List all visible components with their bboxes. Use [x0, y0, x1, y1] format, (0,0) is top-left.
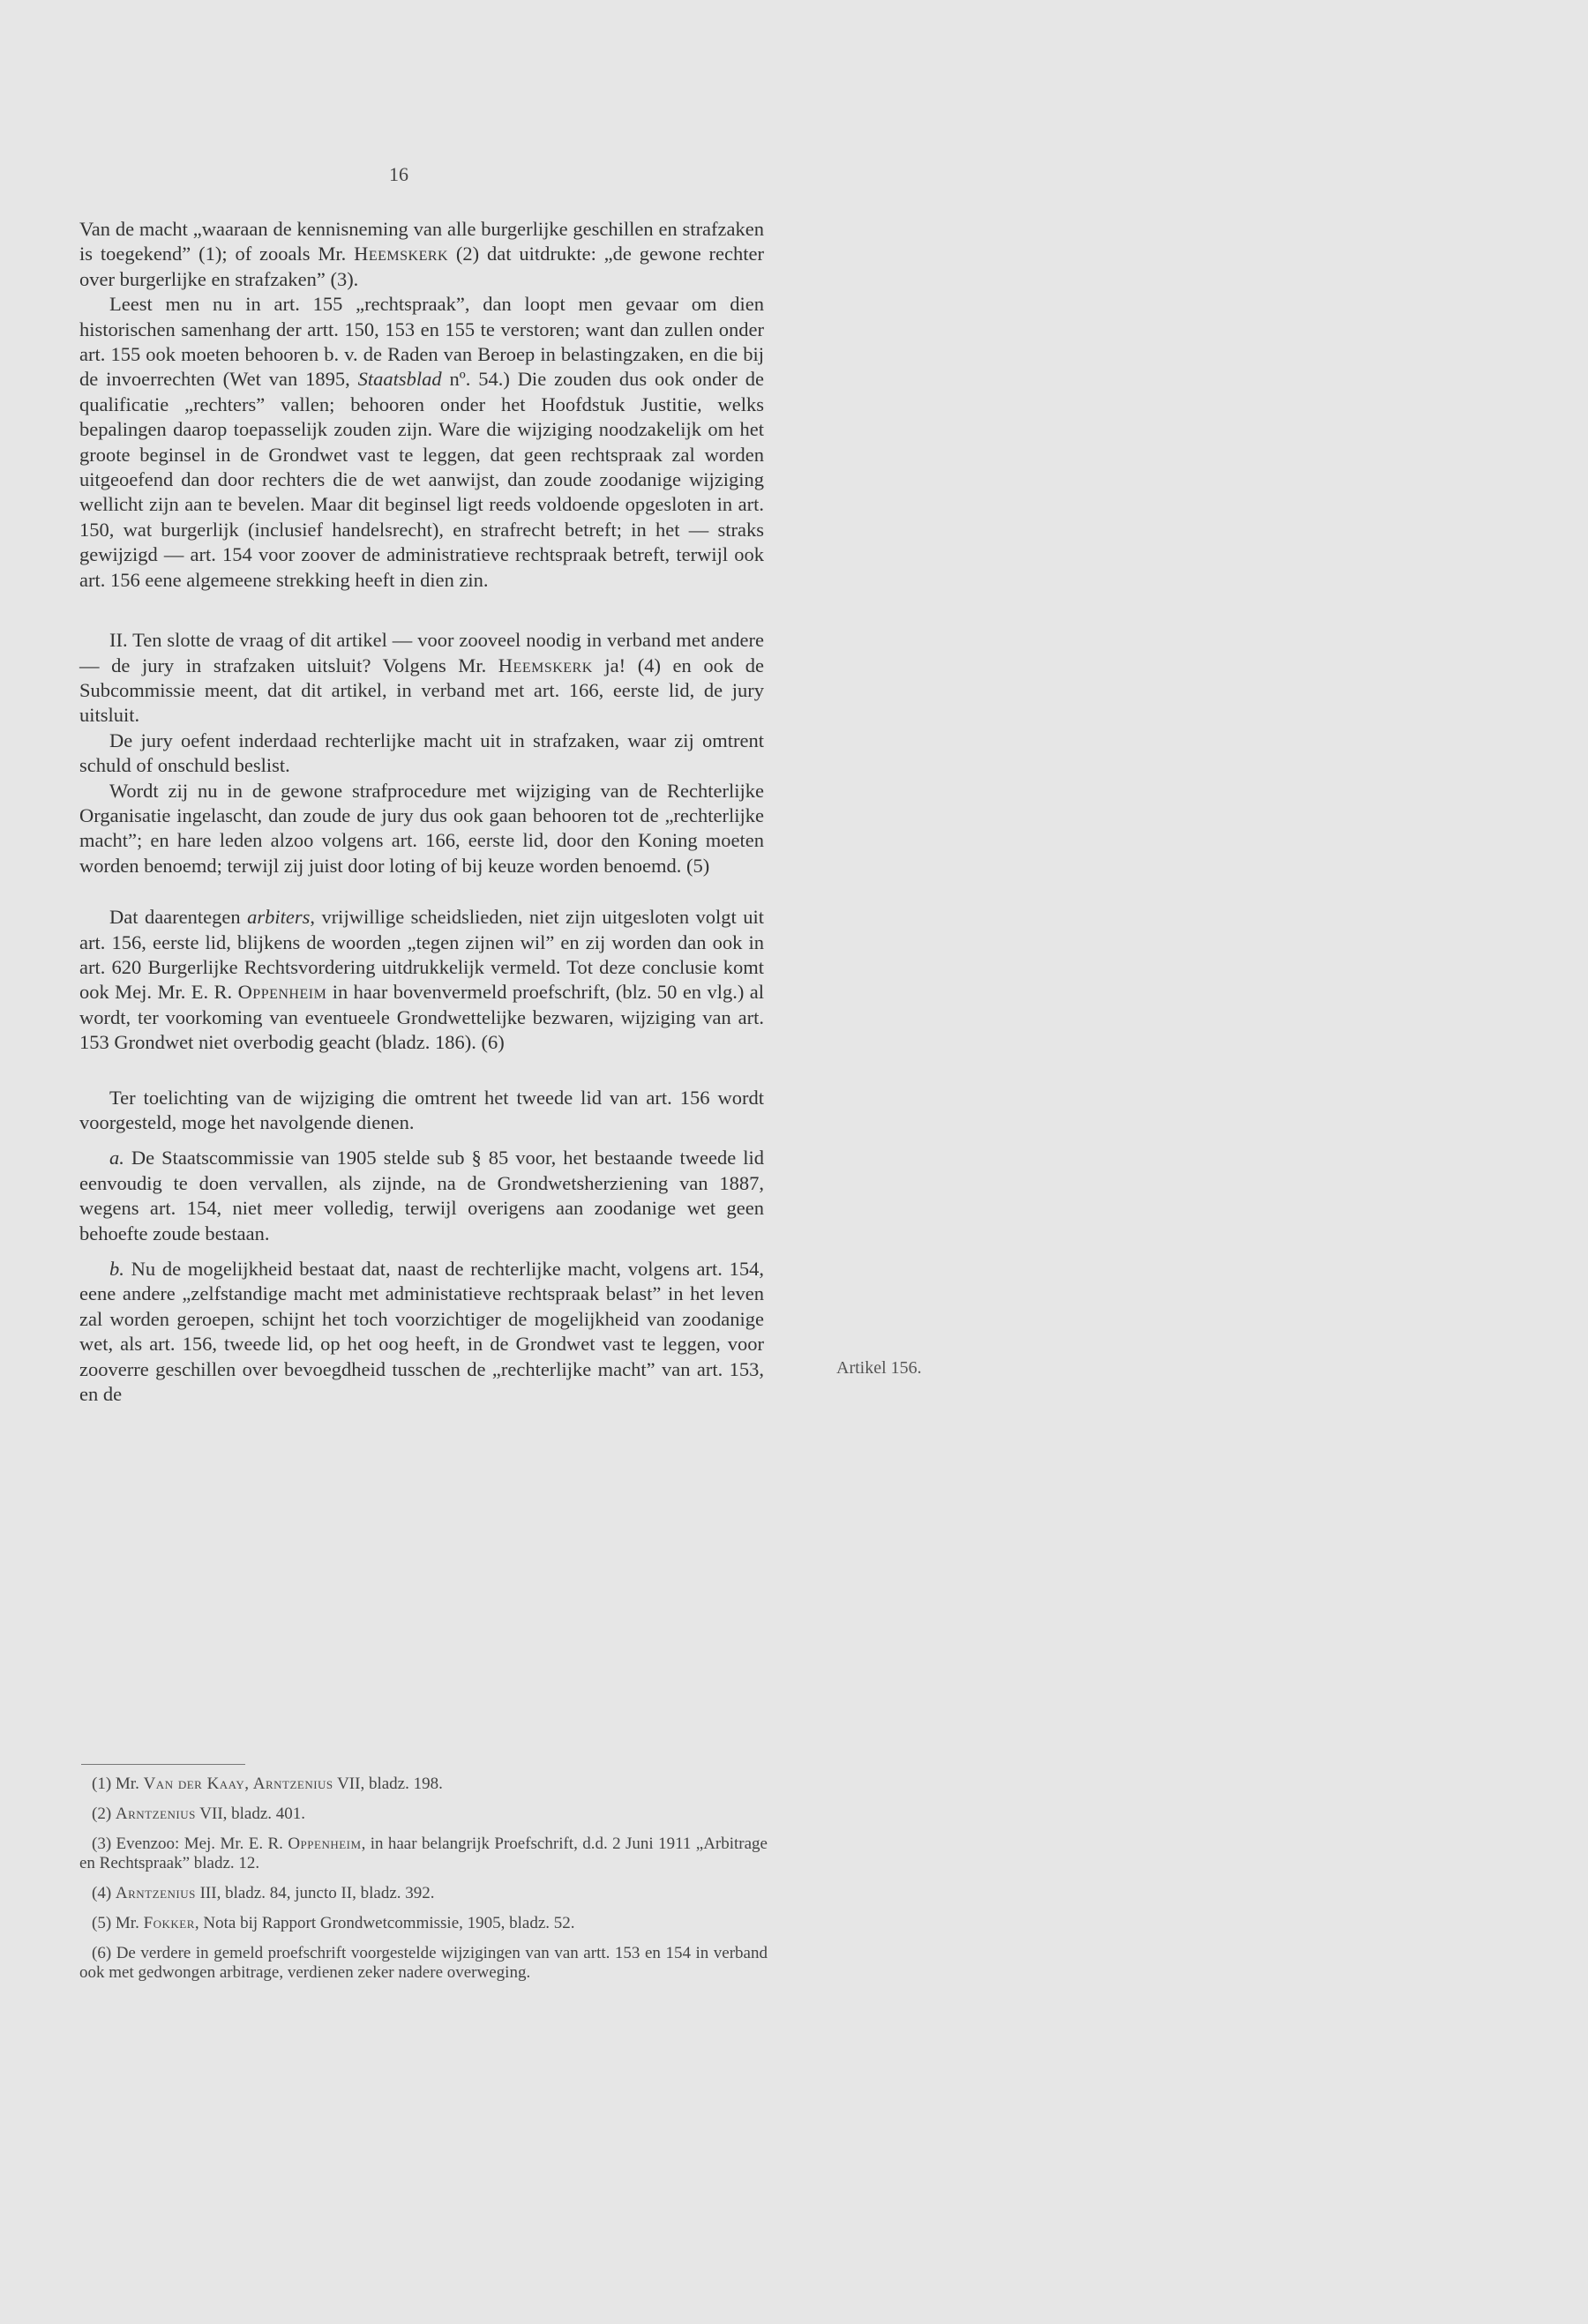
text-run: , Nota bij Rapport Grondwetcommissie, 1905, bladz. 52. — [194, 1914, 575, 1932]
text-run: (2) dat uitdrukte: „de gewone rechter over burgerlijke en strafzaken” (3). — [79, 243, 764, 290]
text-run: Leest men nu in art. 155 „rechtspraak”, dan loopt men gevaar om dien historischen samenhang der artt. 150, 153 en 155 te verstoren; want dan zullen onder art. 155 ook moeten behooren b. v. de Raden van Beroep in belastingzaken, en die bij de invoerrechten (Wet van 1895, — [79, 293, 764, 391]
paragraph-7: Ter toelichting van de wijziging die omtrent het tweede lid van art. 156 wordt voorgesteld, moge het navolgende dienen. — [79, 1086, 764, 1133]
item-marker-b: b. — [109, 1258, 124, 1281]
footnote-4 — [79, 1884, 768, 1903]
footnote-author: Oppenheim — [288, 1835, 362, 1853]
paragraph-4: De jury oefent inderdaad rechterlijke macht uit in strafzaken, waar zij omtrent schuld of onschuld beslist. — [79, 729, 764, 777]
text-run: Dat daarentegen — [109, 906, 248, 929]
margin-note: Artikel 156. — [836, 1358, 922, 1378]
footnote-1 — [79, 1775, 768, 1794]
paragraph-1 — [79, 217, 764, 292]
text-run: ja! (4) en ook de Subcommissie meent, dat dit artikel, in verband met art. 166, eerste lid, de jury uitsluit. — [79, 654, 764, 727]
paragraph-8 — [79, 1146, 764, 1246]
footnote-6: (6) De verdere in gemeld proefschrift voorgestelde wijzigingen van van artt. 153 en 154 in verband ook met gedwongen arbitrage, verdienen zeker nadere overweging. — [79, 1944, 768, 1982]
text-run: nº. 54.) Die zouden dus ook onder de qualificatie „rechters” vallen; behooren onder het Hoofdstuk Justitie, welks bepalingen daarop toepasselijk zouden zijn. Ware die wijziging noodzakelijk om het groote beginsel in de Grondwet vast te leggen, dat geen rechtspraak zal worden uitgeoefend dan door rechters die de wet aanwijst, dan zoude zoodanige wijziging wellicht zijn aan te bevelen. Maar dit beginsel ligt reeds voldoende opgesloten in art. 150, wat burgerlijk (inclusief handelsrecht), en strafrecht betreft; in het — straks gewijzigd — art. 154 voor zoover de administratieve rechtspraak betreft, terwijl ook art. 156 eene algemeene strekking heeft in dien zin. — [79, 368, 764, 591]
footnote-author: Arntzenius — [115, 1805, 196, 1823]
name-heemskerk: Heemskerk — [354, 243, 449, 265]
text-run: De Staatscommissie van 1905 stelde sub § 85 voor, het bestaande tweede lid eenvoudig te doen vervallen, als zijnde, na de Grondwetsherziening van 1887, wegens art. 154, niet meer volledig, terwijl overigens aan zoodanige wet geen behoefte zoude bestaan. — [79, 1147, 764, 1244]
item-marker-a: a. — [109, 1147, 124, 1169]
footnote-5 — [79, 1914, 768, 1933]
footnote-3 — [79, 1835, 768, 1873]
text-run: in haar bovenvermeld proefschrift, (blz. 50 en vlg.) al wordt, ter voorkoming van eventueele Grondwettelijke bezwaren, wijziging van art. 153 Grondwet niet overbodig geacht (bladz. 186). (6) — [79, 981, 764, 1054]
page-number: 16 — [389, 163, 408, 185]
paragraph-3 — [79, 628, 764, 729]
footnote-2 — [79, 1805, 768, 1824]
text-run: , in haar belangrijk Proefschrift, d.d. 2 Juni 1911 „Arbitrage en Rechtspraak” bladz. 12. — [79, 1835, 768, 1872]
text-run: (1) Mr. — [92, 1775, 144, 1793]
text-run: , vrijwillige scheidslieden, niet zijn uitgesloten volgt uit art. 156, eerste lid, blijkens de woorden „tegen zijnen wil” en zij worden dan ook in art. 620 Burgerlijke Rechtsvordering uitdrukkelijk vermeld. Tot deze conclusie komt ook Mej. Mr. E. R. — [79, 906, 764, 1004]
staatsblad-italic: Staatsblad — [357, 368, 442, 391]
text-run: Van de macht „waaraan de kennisneming van alle burgerlijke geschillen en strafzaken is toegekend” (1); of zooals Mr. — [79, 218, 764, 265]
text-run: Nu de mogelijkheid bestaat dat, naast de rechterlijke macht, volgens art. 154, eene andere „zelfstandige macht met administatieve rechtspraak belast” in het leven zal worden geroepen, schijnt het toch voorzichtiger de mogelijkheid van zoodanige wet, als art. 156, tweede lid, op het oog heeft, in de Grondwet vast te leggen, voor zooverre geschillen over bevoegdheid tusschen de „rechterlijke macht” van art. 153, en de — [79, 1258, 764, 1406]
name-oppenheim: Oppenheim — [237, 981, 327, 1004]
footnote-author: Fokker — [143, 1914, 195, 1932]
text-run: (5) Mr. — [92, 1914, 144, 1932]
paragraph-6 — [79, 905, 764, 1055]
text-run: II. Ten slotte de vraag of dit artikel — voor zooveel noodig in verband met andere — de jury in strafzaken uitsluit? Volgens Mr. — [79, 629, 764, 676]
footnote-author: Van der Kaay, Arntzenius — [143, 1775, 333, 1793]
arbiters-italic: arbiters — [247, 906, 311, 929]
text-run: (3) Evenzoo: Mej. Mr. E. R. — [92, 1835, 288, 1853]
paragraph-2 — [79, 292, 764, 593]
text-run: VII, bladz. 401. — [195, 1805, 306, 1823]
text-run: (4) — [92, 1884, 116, 1902]
text-run: III, bladz. 84, juncto II, bladz. 392. — [195, 1884, 435, 1902]
paragraph-5: Wordt zij nu in de gewone strafprocedure met wijziging van de Rechterlijke Organisatie ingelascht, dan zoude de jury dus ook gaan behooren tot de „rechterlijke macht”; en hare leden alzoo volgens art. 166, eerste lid, door den Koning moeten worden benoemd; terwijl zij juist door loting of bij keuze worden benoemd. (5) — [79, 779, 764, 877]
text-run: (2) — [92, 1805, 116, 1823]
main-text — [79, 217, 764, 1407]
footnotes — [79, 1775, 768, 1993]
footnote-author: Arntzenius — [115, 1884, 196, 1902]
text-run: VII, bladz. 198. — [333, 1775, 443, 1793]
footnote-divider — [81, 1764, 245, 1765]
paragraph-9 — [79, 1257, 764, 1407]
name-heemskerk: Heemskerk — [498, 654, 593, 676]
